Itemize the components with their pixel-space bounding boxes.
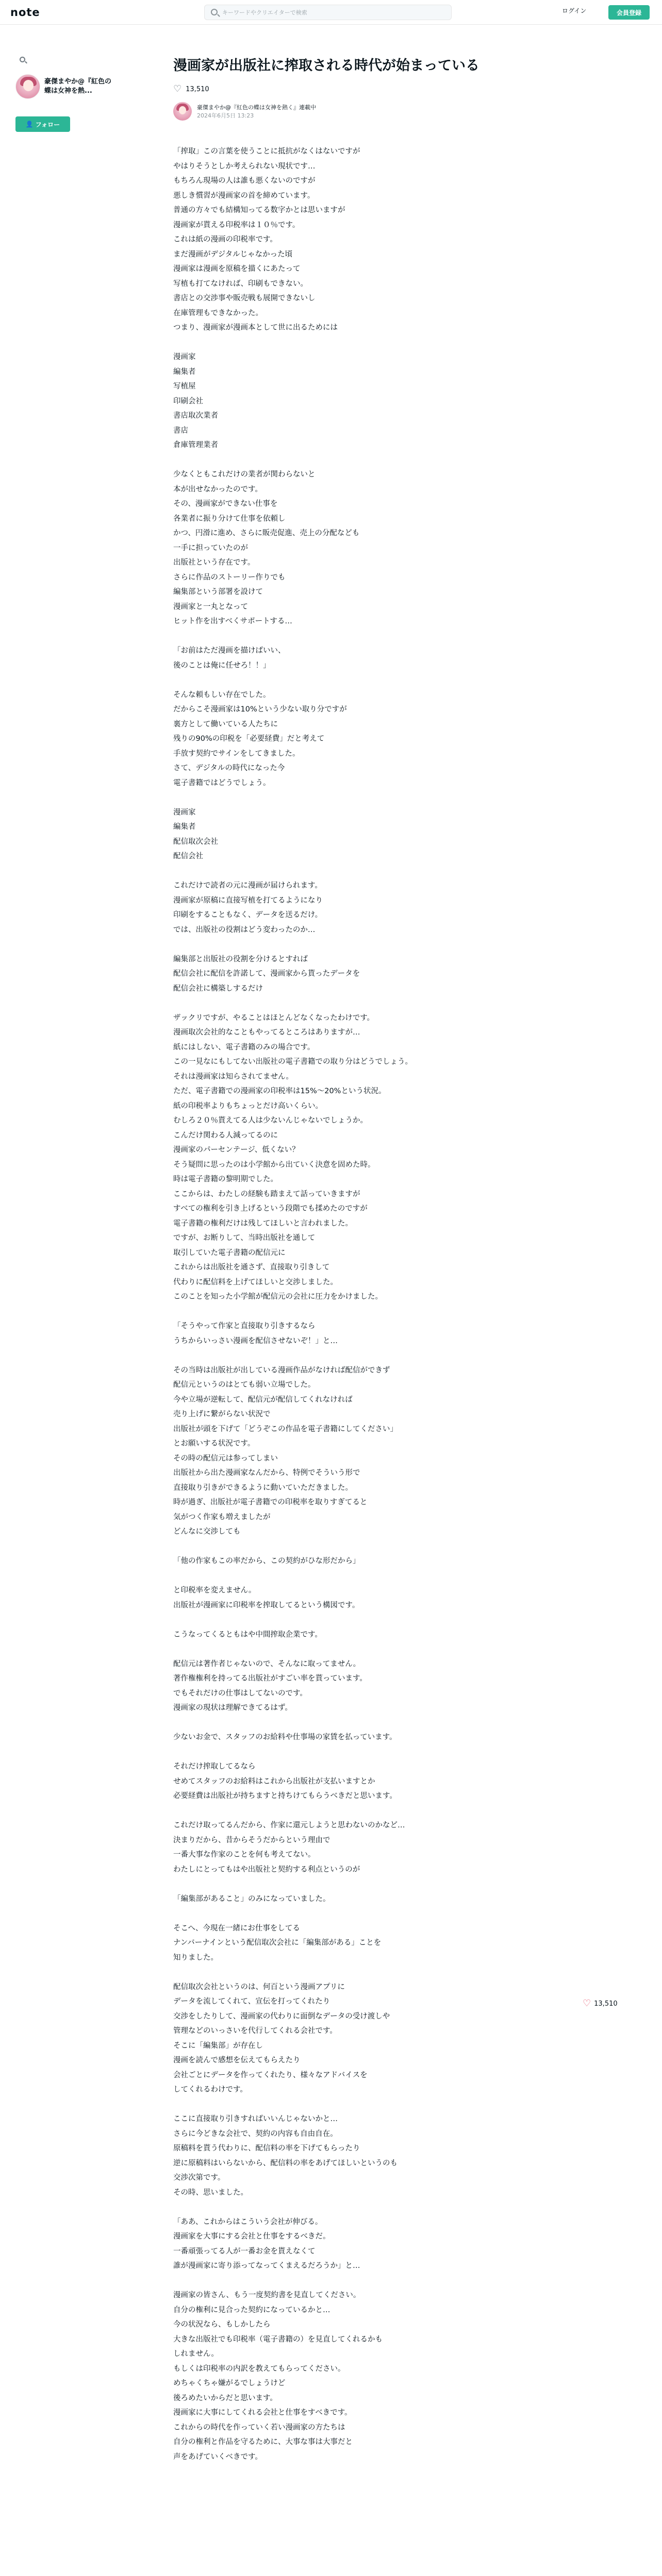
search-box[interactable] (204, 5, 452, 20)
author-row (173, 102, 489, 123)
paragraph: 「搾取」この言葉を使うことに抵抗がなくはないですが やはりそうとしか考えられない現状です… もちろん現場の人は誰も悪くないのですが 悪しき慣習が漫画家の首を締めています。 普通の方々でも結構知ってる数字かとは思いますが 漫画家が貰える印税率は１０％です。 これは紙の漫画の印税率です。 まだ漫画がデジタルじゃなかった頃 漫画家は漫画を原稿を描くにあたって 写植も打てなければ、印刷もできない。 書店との交渉事や販売戦も展開できないし 在庫管理もできなかった。 つまり、漫画家が漫画本として世に出るためには (173, 147, 360, 332)
paragraph: ここに直接取り引きすればいいんじゃないかと… さらに今どきな会社で、契約の内容も自由自在。 原稿料を貰う代わりに、配信料の率を下げてもらったり 逆に原稿料はいらないから、配信料の率をあげてほしいというのも 交渉次第です。 その時、思いました。 (173, 2115, 398, 2197)
paragraph: 少ないお金で、スタッフのお給料や仕事場の家賃を払っています。 (173, 1733, 397, 1741)
floating-like-button[interactable] (583, 1999, 618, 2008)
login-link[interactable]: ログイン (562, 7, 587, 14)
follow-label: フォロー (35, 121, 60, 128)
paragraph: これだけで読者の元に漫画が届けられます。 漫画家が原稿に直接写植を打てるようになり 印刷をすることもなく、データを送るだけ。 では、出版社の役割はどう変わったのか… (173, 882, 323, 934)
paragraph: 配信元は著作者じゃないので、そんなに取ってません。 著作権権利を持ってる出版社がすごい率を貰っています。 でもそれだけの仕事はしてないのです。 漫画家の現状は理解できてるはず。 (173, 1659, 367, 1712)
search-input[interactable] (222, 5, 444, 20)
paragraph: と印税率を変えません。 出版社が漫画家に印税率を搾取してるという構図です。 (173, 1586, 360, 1609)
paragraph: それだけ搾取してるなら せめてスタッフのお給料はこれから出版社が支払いますとか 必要経費は出版社が持ちますと持ちけてもらうべきだと思います。 (173, 1762, 397, 1800)
avatar[interactable] (15, 74, 40, 99)
avatar-face (23, 80, 34, 91)
paragraph: これだけ取ってるんだから、作家に還元しようと思わないのかなど… 決まりだから、昔からそうだからという理由で 一番大事な作家のことを何も考えてない。 わたしにとってもはや出版社と契約する利点というのが (173, 1821, 405, 1874)
article-title: 漫画家が出版社に搾取される時代が始まっている (173, 58, 479, 74)
like-button[interactable] (173, 84, 489, 94)
creator-name[interactable]: 豪傑まやか@『紅色の蝶は女神を熱... (44, 78, 112, 95)
paragraph: 漫画家 編集者 配信取次会社 配信会社 (173, 808, 218, 860)
paragraph: 「ああ、これからはこういう会社が伸びる。 漫画家を大事にする会社と仕事をするべきだ。 一番頑張ってる人が一番お金を貰えなくて 誰が漫画家に寄り添ってなってくまえるだろうか」と… (173, 2217, 360, 2270)
article-body (173, 144, 489, 2464)
heart-icon: ♡ (173, 83, 182, 94)
paragraph: 「他の作家もこの率だから、この契約がひな形だから」 (173, 1557, 360, 1565)
paragraph: そんな頼もしい存在でした。 だからこそ漫画家は10%という少ない取り分ですが 裏方として働いている人たちに 残りの90%の印税を「必要経費」だと考えて 手放す契約でサインをしてきました。 さて、デジタルの時代になった今 電子書籍ではどうでしょう。 (173, 690, 347, 787)
heart-icon: ♡ (583, 1998, 591, 2009)
follow-button[interactable] (15, 116, 70, 132)
person-plus-icon: 👤 (25, 121, 34, 128)
signup-button[interactable]: 会員登録 (608, 5, 650, 20)
author-name[interactable]: 豪傑まやか@『紅色の蝶は女神を熱く』連載中 (197, 104, 316, 111)
paragraph: 少なくともこれだけの業者が関わらないと 本が出せなかったのです。 その、漫画家ができない仕事を 各業者に振り分けて仕事を依頼し かつ、円滑に進め、さらに販売促進、売上の分配なども 一手に担っていたのが 出版社という存在です。 さらに作品のストーリー作りでも 編集部という部署を設けて 漫画家と一丸となって ヒット作を出すべくサポートする… (173, 470, 360, 625)
search-icon[interactable] (20, 57, 25, 62)
paragraph: 「そうやって作家と直接取り引きするなら うちからいっさい漫画を配信させないぞ！」と… (173, 1322, 338, 1345)
avatar[interactable] (173, 102, 192, 121)
like-count: 13,510 (186, 85, 209, 93)
article (173, 56, 489, 2479)
paragraph: 「お前はただ漫画を描けばいい、 後のことは俺に任せろ！！」 (173, 647, 286, 670)
paragraph: そこへ、今現在一緒にお仕事をしてる ナンバーナインという配信取次会社に「編集部がある」ことを 知りました。 (173, 1924, 382, 1962)
like-count: 13,510 (594, 1999, 618, 2008)
paragraph: その当時は出版社が出している漫画作品がなければ配信ができず 配信元というのはとても弱い立場でした。 今や立場が逆転して、配信元が配信してくれなければ 売り上げに繋がらない状況で 出版社が頭を下げて「どうぞこの作品を電子書籍にしてください」 とお願いする状況です。 その時の配信元は参ってしまい 出版社から出た漫画家なんだから、特例でそういう形で 直接取り引きができるように動いていただきました。 時が過ぎ、出版社が電子書籍での印税率を取りすぎてると 気がつく作家も増えましたが どんなに交渉しても (173, 1366, 398, 1536)
note-logo[interactable]: note (10, 6, 40, 19)
publish-date: 2024年6月5日 13:23 (197, 112, 254, 119)
paragraph: こうなってくるともはや中間搾取企業です。 (173, 1630, 322, 1639)
search-icon (211, 9, 218, 15)
paragraph: 漫画家 編集者 写植屋 印刷会社 書店取次業者 書店 倉庫管理業者 (173, 353, 218, 449)
avatar-face (179, 106, 186, 114)
paragraph: ザックリですが、やることはほとんどなくなったわけです。 漫画取次会社的なこともやってるところはありますが… 紙にはしない、電子書籍のみの場合です。 この一見なにもしてない出版社の電子書籍での取り分はどうでしょう。 それは漫画家は知らされてません。 ただ、電子書籍での漫画家の印税率は15%〜20%という状況。 紙の印税率よりもちょっとだけ高いくらい。 むしろ２０％貰えてる人は少ないんじゃないでしょうか。 こんだけ関わる人減ってるのに 漫画家のパーセンテージ、低くない？ そう疑問に思ったのは小学館から出ていく決意を固めた時。 時は電子書籍の黎明期でした。 ここからは、わたしの経験も踏まえて話っていきますが すべての権利を引き上げるという段階でも揉めたのですが 電子書籍の権利だけは残してほしいと言われました。 ですが、お断りして、当時出版社を通して 取引していた電子書籍の配信元に これからは出版社を通さず、直接取り引きして 代わりに配信料を上げてほしいと交渉しました。 このことを知った小学館が配信元の会社に圧力をかけました。 (173, 1013, 412, 1301)
paragraph: 漫画家の皆さん、もう一度契約書を見直してください。 自分の権利に見合った契約になっているかと… 今の状況なら、もしかしたら 大きな出版社でも印税率（電子書籍の）を見直してくれるかも しれません。 もしくは印税率の内訳を教えてもらってください。 めちゃくちゃ嫌がるでしょうけど 後ろめたいからだと思います。 漫画家に大事にしてくれる会社と仕事をすべきです。 これからの時代を作っていく若い漫画家の方たちは 自分の権利と作品を守るために、大事な事は大事だと 声をあげていくべきです。 (173, 2291, 383, 2461)
site-header (0, 0, 662, 25)
paragraph: 配信取次会社というのは、何百という漫画アプリに データを流してくれて、宣伝を打ってくれたり 交渉をしたりして、漫画家の代わりに面倒なデータの受け渡しや 管理などのいっさいを代行してくれる会社です。 そこに「編集部」が存在し 漫画を読んで感想を伝えてもらえたり 会社ごとにデータを作ってくれたり、様々なアドバイスを してくれるわけです。 (173, 1982, 390, 2094)
paragraph: 編集部と出版社の役割を分けるとすれば 配信会社に配信を許諾して、漫画家から貰ったデータを 配信会社に構築しするだけ (173, 955, 360, 993)
paragraph: 「編集部があること」のみになっていました。 (173, 1894, 330, 1903)
